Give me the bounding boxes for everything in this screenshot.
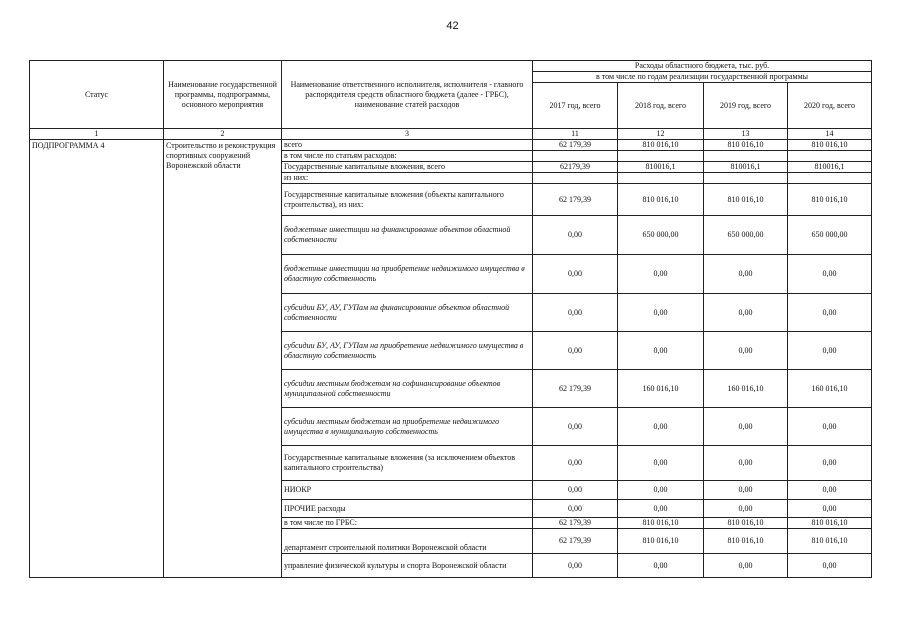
value-2018 [618,151,704,162]
row-label: бюджетные инвестиции на финансирование объектов областной собственности [282,216,533,255]
header-status: Статус [30,61,164,129]
value-2017: 0,00 [533,255,618,294]
value-2018 [618,173,704,184]
value-2018: 0,00 [618,255,704,294]
value-2018: 0,00 [618,446,704,481]
value-2019: 0,00 [704,332,788,370]
value-2018: 0,00 [618,500,704,518]
row-label: Государственные капитальные вложения (за исключением объектов капитального строительства) [282,446,533,481]
value-2020: 0,00 [788,255,872,294]
value-2019: 810 016,10 [704,184,788,216]
value-2020: 160 016,10 [788,370,872,408]
value-2020: 0,00 [788,500,872,518]
row-label: бюджетные инвестиции на приобретение недвижимого имущества в областную собственность [282,255,533,294]
header-year-2019: 2019 год, всего [704,83,788,129]
value-2017: 0,00 [533,446,618,481]
row-label: в том числе по статьям расходов: [282,151,533,162]
row-label: Государственные капитальные вложения, всего [282,162,533,173]
value-2018: 0,00 [618,481,704,500]
value-2020: 810 016,10 [788,529,872,554]
value-2019: 810016,1 [704,162,788,173]
value-2017: 0,00 [533,408,618,446]
row-label: Государственные капитальные вложения (объекты капитального строительства), из них: [282,184,533,216]
value-2017 [533,173,618,184]
value-2019 [704,173,788,184]
value-2020: 0,00 [788,481,872,500]
value-2020 [788,173,872,184]
value-2017: 0,00 [533,500,618,518]
value-2018: 810 016,10 [618,529,704,554]
value-2018: 160 016,10 [618,370,704,408]
value-2017 [533,151,618,162]
header-year-2020: 2020 год, всего [788,83,872,129]
row-label: субсидии БУ, АУ, ГУПам на приобретение недвижимого имущества в областную собственность [282,332,533,370]
row-label: субсидии местным бюджетам на приобретение недвижимого имущества в муниципальную собственность [282,408,533,446]
value-2018: 810 016,10 [618,518,704,529]
header-year-2017: 2017 год, всего [533,83,618,129]
value-2017: 62 179,39 [533,140,618,151]
row-label: ПРОЧИЕ расходы [282,500,533,518]
value-2020: 0,00 [788,446,872,481]
header-year-2018: 2018 год, всего [618,83,704,129]
header-by-years: в том числе по годам реализации государственной программы [533,72,872,83]
value-2019 [704,151,788,162]
row-label: НИОКР [282,481,533,500]
column-number: 2 [164,129,282,140]
value-2018: 0,00 [618,554,704,578]
row-label: департамент строительной политики Воронежской области [282,529,533,554]
value-2018: 810016,1 [618,162,704,173]
table-row [30,140,872,151]
row-label: из них: [282,173,533,184]
row-label: в том числе по ГРБС: [282,518,533,529]
value-2020: 810 016,10 [788,184,872,216]
value-2020: 810 016,10 [788,518,872,529]
value-2017: 62 179,39 [533,184,618,216]
value-2019: 0,00 [704,408,788,446]
value-2018: 0,00 [618,408,704,446]
value-2020 [788,151,872,162]
value-2019: 0,00 [704,481,788,500]
value-2019: 160 016,10 [704,370,788,408]
row-label: субсидии БУ, АУ, ГУПам на финансирование объектов областной собственности [282,294,533,332]
value-2017: 0,00 [533,481,618,500]
page-number: 42 [446,20,459,32]
column-number: 11 [533,129,618,140]
value-2020: 0,00 [788,554,872,578]
header-expenses: Расходы областного бюджета, тыс. руб. [533,61,872,72]
program-cell: Строительство и реконструкция спортивных сооружений Воронежской области [164,140,282,578]
value-2019: 0,00 [704,294,788,332]
value-2019: 650 000,00 [704,216,788,255]
value-2018: 650 000,00 [618,216,704,255]
value-2019: 0,00 [704,255,788,294]
row-label: всего [282,140,533,151]
column-number: 13 [704,129,788,140]
column-number: 14 [788,129,872,140]
value-2020: 0,00 [788,332,872,370]
value-2017: 62 179,39 [533,529,618,554]
value-2019: 0,00 [704,446,788,481]
budget-table [29,60,872,578]
value-2020: 0,00 [788,294,872,332]
value-2018: 810 016,10 [618,140,704,151]
value-2018: 810 016,10 [618,184,704,216]
value-2017: 0,00 [533,294,618,332]
header-executor: Наименование ответственного исполнителя, исполнителя - главного распорядителя средств областного бюджета (далее - ГРБС), наименование статей расходов [282,61,533,129]
column-number: 1 [30,129,164,140]
value-2019: 0,00 [704,554,788,578]
header-program: Наименование государственной программы, подпрограммы, основного мероприятия [164,61,282,129]
value-2019: 810 016,10 [704,140,788,151]
value-2017: 0,00 [533,554,618,578]
value-2017: 62 179,39 [533,518,618,529]
column-number: 12 [618,129,704,140]
status-cell: ПОДПРОГРАММА 4 [30,140,164,578]
value-2020: 650 000,00 [788,216,872,255]
value-2020: 810 016,10 [788,140,872,151]
value-2020: 810016,1 [788,162,872,173]
value-2019: 0,00 [704,500,788,518]
value-2017: 62179,39 [533,162,618,173]
row-label: управление физической культуры и спорта Воронежской области [282,554,533,578]
value-2020: 0,00 [788,408,872,446]
column-number-row [30,129,872,140]
value-2017: 62 179,39 [533,370,618,408]
row-label: субсидии местным бюджетам на софинансирование объектов муниципальной собственности [282,370,533,408]
value-2017: 0,00 [533,216,618,255]
value-2018: 0,00 [618,332,704,370]
value-2017: 0,00 [533,332,618,370]
value-2019: 810 016,10 [704,518,788,529]
value-2018: 0,00 [618,294,704,332]
value-2019: 810 016,10 [704,529,788,554]
column-number: 3 [282,129,533,140]
